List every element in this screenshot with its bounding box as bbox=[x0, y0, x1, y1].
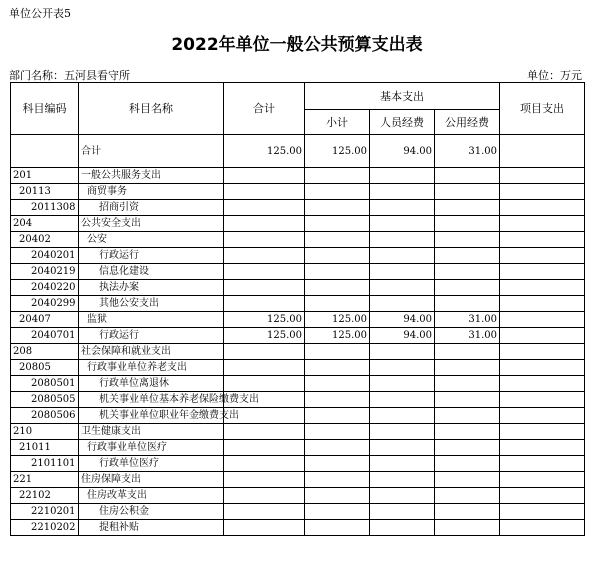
total-cell bbox=[224, 232, 305, 248]
personnel-cell bbox=[370, 296, 435, 312]
personnel-cell: 94.00 bbox=[370, 312, 435, 328]
table-row bbox=[11, 424, 585, 440]
table-row bbox=[11, 392, 585, 408]
name-cell: 公安 bbox=[79, 232, 224, 248]
public-cell bbox=[435, 520, 500, 536]
project-cell bbox=[500, 328, 585, 344]
name-cell: 执法办案 bbox=[79, 280, 224, 296]
table-row bbox=[11, 328, 585, 344]
total-cell bbox=[224, 280, 305, 296]
header-code: 科目编码 bbox=[11, 83, 79, 135]
public-cell bbox=[435, 280, 500, 296]
project-cell bbox=[500, 344, 585, 360]
code-cell: 2080505 bbox=[11, 392, 79, 408]
name-cell: 公共安全支出 bbox=[79, 216, 224, 232]
project-cell bbox=[500, 424, 585, 440]
table-row bbox=[11, 200, 585, 216]
subtotal-cell bbox=[305, 456, 370, 472]
total-cell bbox=[224, 488, 305, 504]
total-cell bbox=[224, 296, 305, 312]
personnel-cell bbox=[370, 424, 435, 440]
header-public: 公用经费 bbox=[435, 110, 500, 135]
name-cell: 行政单位医疗 bbox=[79, 456, 224, 472]
form-number: 单位公开表5 bbox=[9, 7, 71, 20]
code-cell: 2040220 bbox=[11, 280, 79, 296]
subtotal-cell bbox=[305, 248, 370, 264]
personnel-cell bbox=[370, 472, 435, 488]
code-cell: 201 bbox=[11, 168, 79, 184]
project-cell bbox=[500, 280, 585, 296]
public-cell bbox=[435, 408, 500, 424]
personnel-cell bbox=[370, 408, 435, 424]
project-cell bbox=[500, 232, 585, 248]
project-cell bbox=[500, 520, 585, 536]
personnel-cell bbox=[370, 344, 435, 360]
table-row bbox=[11, 440, 585, 456]
public-cell: 31.00 bbox=[435, 328, 500, 344]
name-cell: 住房公积金 bbox=[79, 504, 224, 520]
total-project-cell bbox=[500, 135, 585, 168]
name-cell: 社会保障和就业支出 bbox=[79, 344, 224, 360]
personnel-cell bbox=[370, 488, 435, 504]
personnel-cell bbox=[370, 504, 435, 520]
total-personnel-cell: 94.00 bbox=[370, 135, 435, 168]
subtotal-cell: 125.00 bbox=[305, 312, 370, 328]
budget-table bbox=[10, 82, 585, 536]
code-cell: 204 bbox=[11, 216, 79, 232]
name-cell: 机关事业单位基本养老保险缴费支出 bbox=[79, 392, 224, 408]
header-name: 科目名称 bbox=[79, 83, 224, 135]
public-cell bbox=[435, 168, 500, 184]
public-cell bbox=[435, 392, 500, 408]
total-cell bbox=[224, 184, 305, 200]
code-cell: 208 bbox=[11, 344, 79, 360]
public-cell bbox=[435, 376, 500, 392]
project-cell bbox=[500, 296, 585, 312]
total-cell bbox=[224, 440, 305, 456]
subtotal-cell bbox=[305, 472, 370, 488]
total-cell bbox=[224, 360, 305, 376]
total-cell bbox=[224, 504, 305, 520]
project-cell bbox=[500, 200, 585, 216]
project-cell bbox=[500, 216, 585, 232]
department-label: 部门名称：五河县看守所 bbox=[9, 69, 130, 82]
code-cell: 221 bbox=[11, 472, 79, 488]
table-row bbox=[11, 248, 585, 264]
personnel-cell bbox=[370, 168, 435, 184]
name-cell: 招商引资 bbox=[79, 200, 224, 216]
table-row bbox=[11, 232, 585, 248]
project-cell bbox=[500, 456, 585, 472]
subtotal-cell bbox=[305, 520, 370, 536]
table-row bbox=[11, 184, 585, 200]
project-cell bbox=[500, 440, 585, 456]
table-row bbox=[11, 408, 585, 424]
total-code-cell bbox=[11, 135, 79, 168]
table-row bbox=[11, 456, 585, 472]
header-total: 合计 bbox=[224, 83, 305, 135]
code-cell: 20113 bbox=[11, 184, 79, 200]
total-row bbox=[11, 135, 585, 168]
subtotal-cell bbox=[305, 440, 370, 456]
code-cell: 2040701 bbox=[11, 328, 79, 344]
name-cell: 行政运行 bbox=[79, 328, 224, 344]
subtotal-cell bbox=[305, 360, 370, 376]
personnel-cell bbox=[370, 184, 435, 200]
name-cell: 信息化建设 bbox=[79, 264, 224, 280]
code-cell: 20805 bbox=[11, 360, 79, 376]
public-cell bbox=[435, 424, 500, 440]
total-cell bbox=[224, 472, 305, 488]
project-cell bbox=[500, 360, 585, 376]
public-cell bbox=[435, 296, 500, 312]
name-cell: 卫生健康支出 bbox=[79, 424, 224, 440]
project-cell bbox=[500, 408, 585, 424]
code-cell: 21011 bbox=[11, 440, 79, 456]
table-row bbox=[11, 520, 585, 536]
name-cell: 机关事业单位职业年金缴费支出 bbox=[79, 408, 224, 424]
total-cell: 125.00 bbox=[224, 312, 305, 328]
public-cell bbox=[435, 200, 500, 216]
personnel-cell bbox=[370, 232, 435, 248]
header-basic: 基本支出 bbox=[305, 83, 500, 110]
name-cell: 住房改革支出 bbox=[79, 488, 224, 504]
subtotal-cell bbox=[305, 264, 370, 280]
public-cell bbox=[435, 264, 500, 280]
subtotal-cell bbox=[305, 216, 370, 232]
project-cell bbox=[500, 488, 585, 504]
subtotal-cell bbox=[305, 504, 370, 520]
name-cell: 住房保障支出 bbox=[79, 472, 224, 488]
public-cell bbox=[435, 344, 500, 360]
name-cell: 提租补贴 bbox=[79, 520, 224, 536]
personnel-cell: 94.00 bbox=[370, 328, 435, 344]
table-row bbox=[11, 344, 585, 360]
project-cell bbox=[500, 472, 585, 488]
total-cell bbox=[224, 456, 305, 472]
public-cell bbox=[435, 456, 500, 472]
name-cell: 行政单位离退休 bbox=[79, 376, 224, 392]
project-cell bbox=[500, 264, 585, 280]
project-cell bbox=[500, 168, 585, 184]
total-cell: 125.00 bbox=[224, 328, 305, 344]
public-cell bbox=[435, 184, 500, 200]
code-cell: 2040299 bbox=[11, 296, 79, 312]
public-cell bbox=[435, 248, 500, 264]
name-cell: 行政事业单位养老支出 bbox=[79, 360, 224, 376]
subtotal-cell: 125.00 bbox=[305, 328, 370, 344]
personnel-cell bbox=[370, 440, 435, 456]
code-cell: 210 bbox=[11, 424, 79, 440]
total-cell bbox=[224, 200, 305, 216]
total-total-cell: 125.00 bbox=[224, 135, 305, 168]
subtotal-cell bbox=[305, 344, 370, 360]
code-cell: 2011308 bbox=[11, 200, 79, 216]
subtotal-cell bbox=[305, 168, 370, 184]
personnel-cell bbox=[370, 280, 435, 296]
subtotal-cell bbox=[305, 408, 370, 424]
total-cell bbox=[224, 520, 305, 536]
subtotal-cell bbox=[305, 184, 370, 200]
total-cell bbox=[224, 248, 305, 264]
total-cell bbox=[224, 344, 305, 360]
project-cell bbox=[500, 504, 585, 520]
table-row bbox=[11, 296, 585, 312]
public-cell bbox=[435, 232, 500, 248]
page-title: 2022年单位一般公共预算支出表 bbox=[171, 35, 423, 55]
code-cell: 2080506 bbox=[11, 408, 79, 424]
total-cell bbox=[224, 376, 305, 392]
code-cell: 20407 bbox=[11, 312, 79, 328]
personnel-cell bbox=[370, 392, 435, 408]
public-cell bbox=[435, 472, 500, 488]
code-cell: 2210201 bbox=[11, 504, 79, 520]
total-name-cell: 合计 bbox=[79, 135, 224, 168]
unit-label: 单位：万元 bbox=[527, 69, 582, 82]
project-cell bbox=[500, 312, 585, 328]
name-cell: 行政事业单位医疗 bbox=[79, 440, 224, 456]
public-cell bbox=[435, 488, 500, 504]
name-cell: 监狱 bbox=[79, 312, 224, 328]
subtotal-cell bbox=[305, 296, 370, 312]
public-cell: 31.00 bbox=[435, 312, 500, 328]
name-cell: 一般公共服务支出 bbox=[79, 168, 224, 184]
subtotal-cell bbox=[305, 376, 370, 392]
table-row bbox=[11, 216, 585, 232]
subtotal-cell bbox=[305, 232, 370, 248]
subtotal-cell bbox=[305, 392, 370, 408]
code-cell: 2101101 bbox=[11, 456, 79, 472]
table-row bbox=[11, 488, 585, 504]
personnel-cell bbox=[370, 248, 435, 264]
personnel-cell bbox=[370, 264, 435, 280]
table-row bbox=[11, 312, 585, 328]
header-project: 项目支出 bbox=[500, 83, 585, 135]
total-cell bbox=[224, 424, 305, 440]
total-public-cell: 31.00 bbox=[435, 135, 500, 168]
subtotal-cell bbox=[305, 280, 370, 296]
public-cell bbox=[435, 440, 500, 456]
header-personnel: 人员经费 bbox=[370, 110, 435, 135]
personnel-cell bbox=[370, 376, 435, 392]
table-row bbox=[11, 360, 585, 376]
public-cell bbox=[435, 360, 500, 376]
code-cell: 2040201 bbox=[11, 248, 79, 264]
name-cell: 行政运行 bbox=[79, 248, 224, 264]
table-row bbox=[11, 472, 585, 488]
table-row bbox=[11, 376, 585, 392]
table-row bbox=[11, 504, 585, 520]
personnel-cell bbox=[370, 456, 435, 472]
public-cell bbox=[435, 504, 500, 520]
subtotal-cell bbox=[305, 424, 370, 440]
header-subtotal: 小计 bbox=[305, 110, 370, 135]
project-cell bbox=[500, 248, 585, 264]
subtotal-cell bbox=[305, 200, 370, 216]
personnel-cell bbox=[370, 360, 435, 376]
personnel-cell bbox=[370, 216, 435, 232]
name-cell: 商贸事务 bbox=[79, 184, 224, 200]
personnel-cell bbox=[370, 200, 435, 216]
total-cell bbox=[224, 216, 305, 232]
public-cell bbox=[435, 216, 500, 232]
subtotal-cell bbox=[305, 488, 370, 504]
name-cell: 其他公安支出 bbox=[79, 296, 224, 312]
project-cell bbox=[500, 184, 585, 200]
code-cell: 22102 bbox=[11, 488, 79, 504]
table-row bbox=[11, 168, 585, 184]
code-cell: 20402 bbox=[11, 232, 79, 248]
total-cell bbox=[224, 168, 305, 184]
project-cell bbox=[500, 376, 585, 392]
code-cell: 2210202 bbox=[11, 520, 79, 536]
code-cell: 2040219 bbox=[11, 264, 79, 280]
table-row bbox=[11, 280, 585, 296]
project-cell bbox=[500, 392, 585, 408]
table-row bbox=[11, 264, 585, 280]
total-cell bbox=[224, 264, 305, 280]
personnel-cell bbox=[370, 520, 435, 536]
total-subtotal-cell: 125.00 bbox=[305, 135, 370, 168]
code-cell: 2080501 bbox=[11, 376, 79, 392]
